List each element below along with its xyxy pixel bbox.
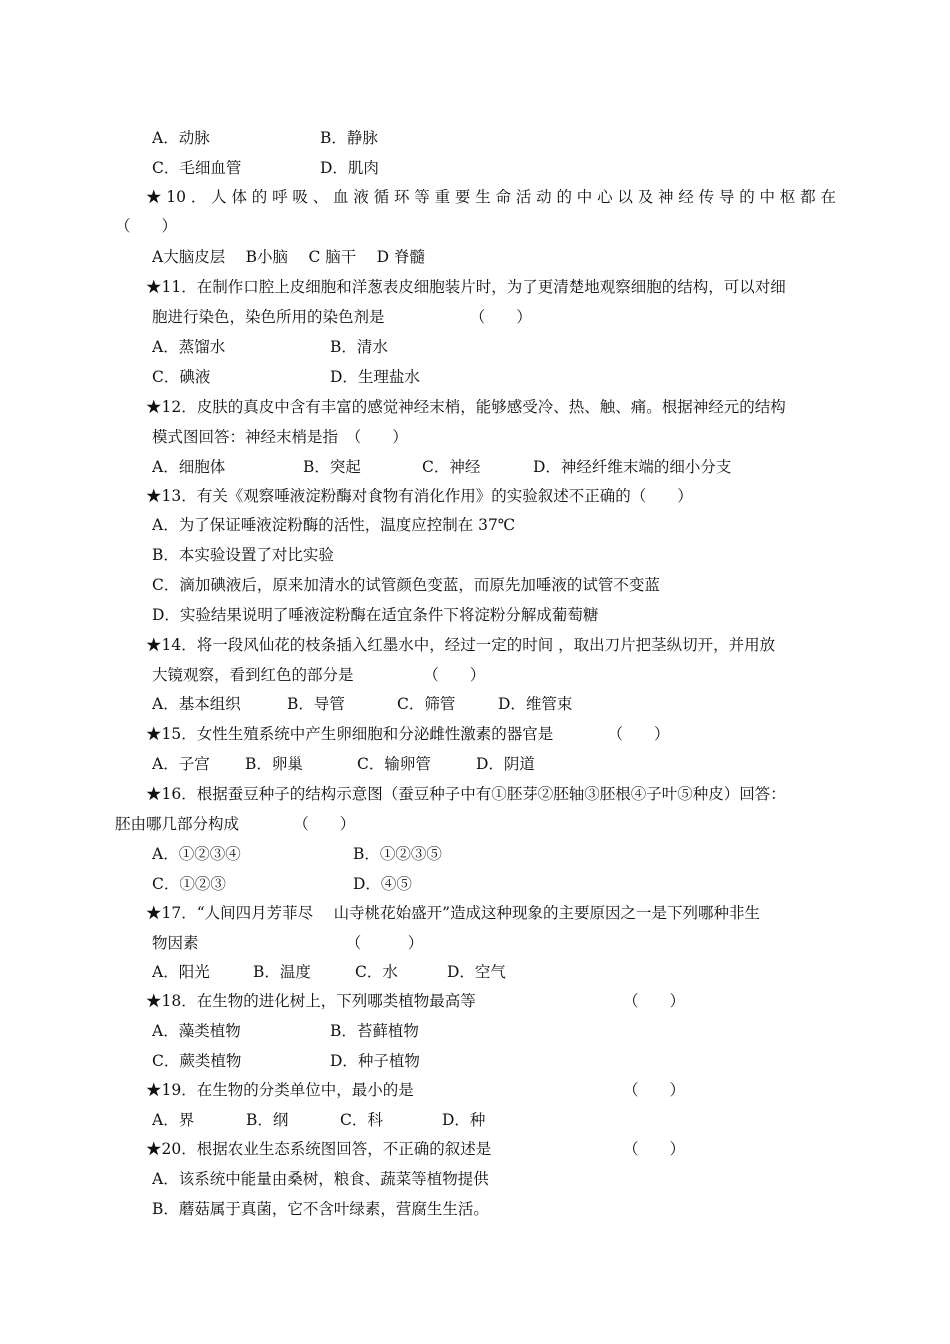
q16-option-b: B．①②③⑤: [353, 845, 442, 863]
q12-option-b: B．突起: [303, 458, 361, 476]
q9-option-b: B．静脉: [320, 129, 378, 147]
q13-option-b: B．本实验设置了对比实验: [152, 546, 334, 564]
q13-option-a: A．为了保证唾液淀粉酶的活性，温度应控制在 37℃: [152, 516, 516, 534]
q9-option-c: C．毛细血管: [152, 159, 242, 177]
q10-stem-cont: （ ）: [115, 217, 178, 235]
q10-options: A大脑皮层 B小脑 C 脑干 D 脊髓: [152, 248, 426, 266]
q12-stem: ★12．皮肤的真皮中含有丰富的感觉神经末梢，能够感受冷、热、触、痛。根据神经元的结构: [146, 398, 786, 416]
q12-option-d: D．神经纤维末端的细小分支: [533, 458, 732, 476]
q19-option-d: D．种: [442, 1111, 486, 1129]
q9-option-a: A．动脉: [152, 129, 210, 147]
q17-option-c: C．水: [355, 963, 398, 981]
q10-stem: ★10．人体的呼吸、血液循环等重要生命活动的中心以及神经传导的中枢都在: [146, 188, 836, 206]
q15-option-b: B．卵巢: [245, 755, 303, 773]
q19-stem: ★19．在生物的分类单位中，最小的是 （ ）: [146, 1081, 685, 1099]
q15-stem: ★15．女性生殖系统中产生卵细胞和分泌雌性激素的器官是 （ ）: [146, 725, 670, 743]
q17-stem-cont: 物因素 （ ）: [152, 934, 424, 952]
q15-option-a: A．子宫: [152, 755, 210, 773]
q20-stem: ★20．根据农业生态系统图回答，不正确的叙述是 （ ）: [146, 1140, 685, 1158]
q14-option-d: D．维管束: [498, 695, 573, 713]
q19-option-a: A．界: [152, 1111, 195, 1129]
q14-option-a: A．基本组织: [152, 695, 241, 713]
q18-stem: ★18．在生物的进化树上，下列哪类植物最高等 （ ）: [146, 992, 685, 1010]
q14-option-b: B．导管: [287, 695, 345, 713]
q13-option-d: D．实验结果说明了唾液淀粉酶在适宜条件下将淀粉分解成葡萄糖: [152, 606, 599, 624]
q14-option-c: C．筛管: [397, 695, 456, 713]
q15-option-d: D．阴道: [476, 755, 535, 773]
q17-stem: ★17．“人间四月芳菲尽 山寺桃花始盛开”造成这种现象的主要原因之一是下列哪种非生: [146, 904, 761, 922]
q9-option-d: D．肌肉: [320, 159, 379, 177]
q12-option-a: A．细胞体: [152, 458, 226, 476]
q13-option-c: C．滴加碘液后，原来加清水的试管颜色变蓝，而原先加唾液的试管不变蓝: [152, 576, 660, 594]
q19-option-c: C．科: [340, 1111, 383, 1129]
q16-option-a: A．①②③④: [152, 845, 241, 863]
q18-option-a: A．藻类植物: [152, 1022, 241, 1040]
q15-option-c: C．输卵管: [357, 755, 431, 773]
q11-stem: ★11．在制作口腔上皮细胞和洋葱表皮细胞装片时，为了更清楚地观察细胞的结构，可以对细: [146, 278, 786, 296]
q20-option-a: A．该系统中能量由桑树，粮食、蔬菜等植物提供: [152, 1170, 489, 1188]
q18-option-b: B．苔藓植物: [330, 1022, 419, 1040]
q18-option-d: D．种子植物: [330, 1052, 420, 1070]
q14-stem: ★14．将一段风仙花的枝条插入红墨水中，经过一定的时间 ，取出刀片把茎纵切开，并用放: [146, 636, 776, 654]
q16-option-c: C．①②③: [152, 875, 226, 893]
q12-option-c: C．神经: [422, 458, 481, 476]
q19-option-b: B．纲: [246, 1111, 289, 1129]
q16-stem-cont: 胚由哪几部分构成 （ ）: [115, 815, 356, 833]
q17-option-d: D．空气: [447, 963, 506, 981]
q20-option-b: B．蘑菇属于真菌，它不含叶绿素，营腐生生活。: [152, 1200, 489, 1218]
q17-option-b: B．温度: [253, 963, 311, 981]
q11-option-a: A．蒸馏水: [152, 338, 226, 356]
q13-stem: ★13．有关《观察唾液淀粉酶对食物有消化作用》的实验叙述不正确的（ ）: [146, 487, 693, 505]
q11-option-d: D．生理盐水: [330, 368, 420, 386]
q14-stem-cont: 大镜观察，看到红色的部分是 （ ）: [152, 666, 486, 684]
q11-stem-cont: 胞进行染色，染色所用的染色剂是 （ ）: [152, 308, 532, 326]
q12-stem-cont: 模式图回答：神经末梢是指 （ ）: [152, 428, 408, 446]
q16-stem: ★16．根据蚕豆种子的结构示意图（蚕豆种子中有①胚芽②胚轴③胚根④子叶⑤种皮）回答：: [146, 785, 786, 803]
q18-option-c: C．蕨类植物: [152, 1052, 242, 1070]
q11-option-b: B．清水: [330, 338, 388, 356]
q17-option-a: A．阳光: [152, 963, 210, 981]
q11-option-c: C．碘液: [152, 368, 211, 386]
q16-option-d: D．④⑤: [353, 875, 412, 893]
